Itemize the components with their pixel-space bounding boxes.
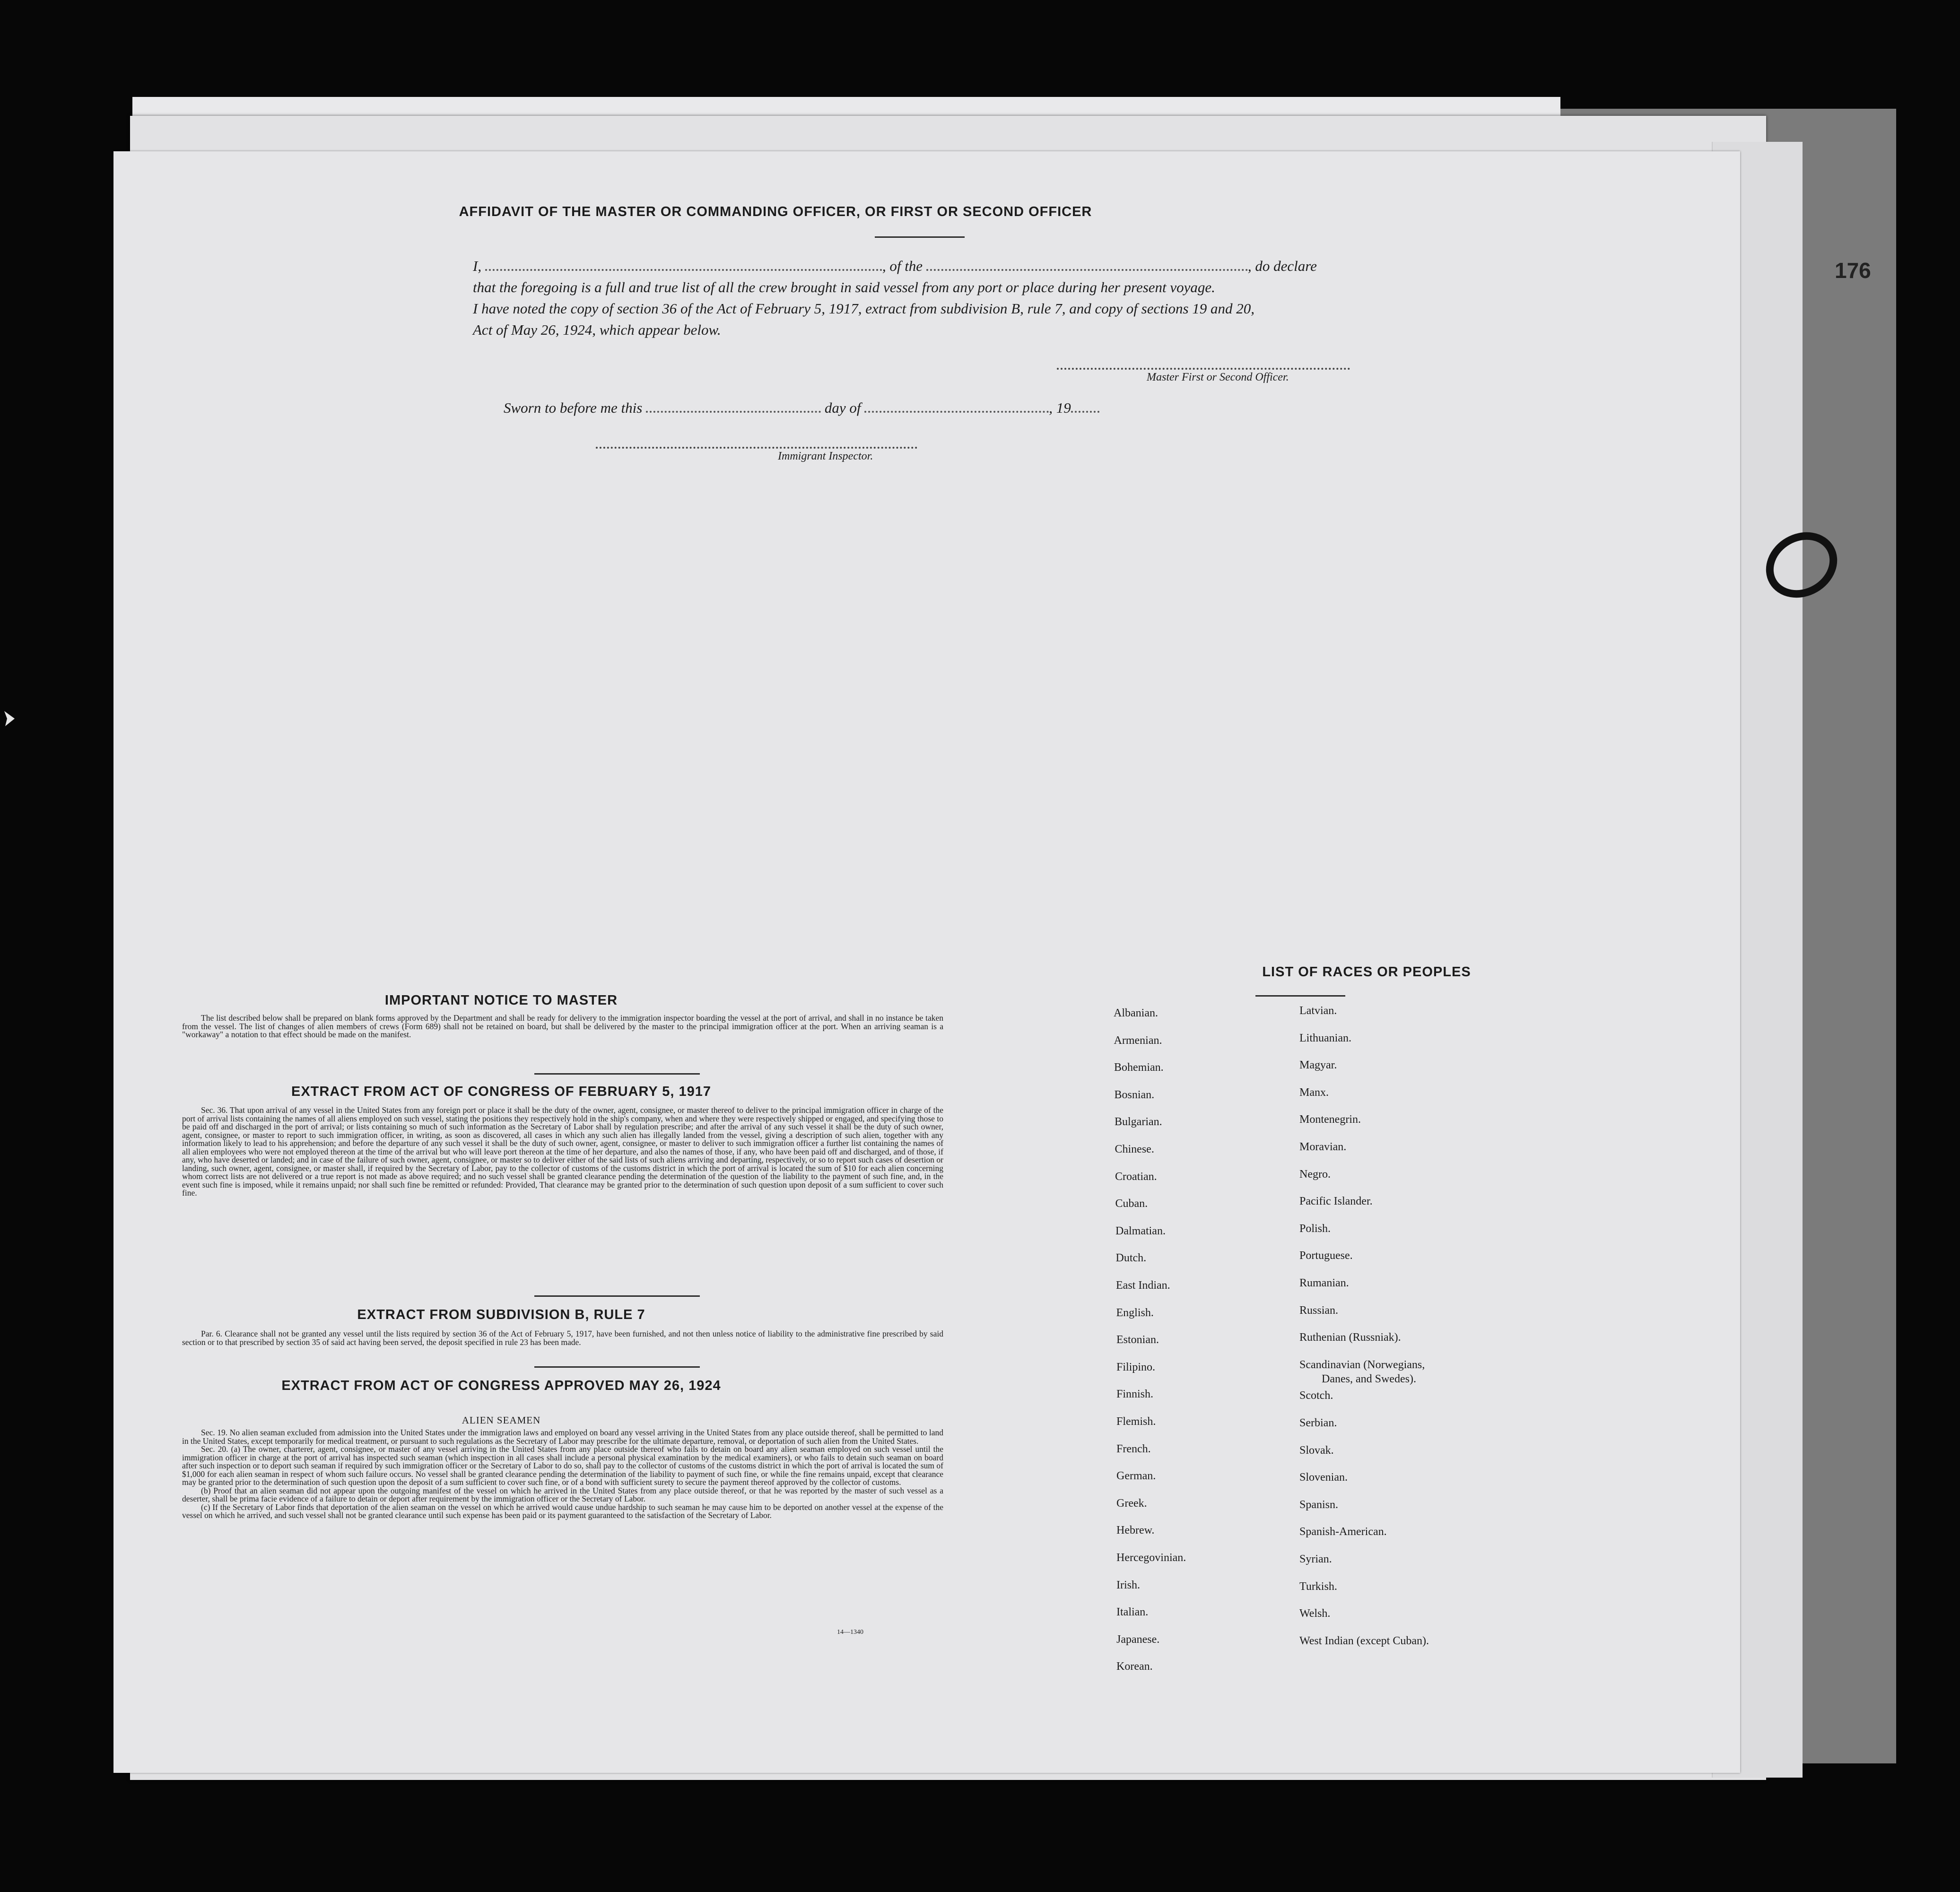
form-number: 14—1340 <box>837 1629 863 1636</box>
race-item: Portuguese. <box>1299 1250 1353 1262</box>
race-item: Pacific Islander. <box>1299 1195 1373 1208</box>
edge-marker-icon <box>2 709 17 728</box>
race-item: French. <box>1116 1442 1151 1455</box>
affidavit-body <box>473 255 1494 340</box>
race-item: Dutch. <box>1115 1252 1147 1265</box>
race-item: Turkish. <box>1299 1580 1337 1593</box>
race-item: Scandinavian (Norwegians, <box>1299 1358 1425 1371</box>
race-item: Slovenian. <box>1299 1471 1348 1484</box>
race-item: Spanish-American. <box>1299 1526 1387 1538</box>
race-item: Welsh. <box>1299 1607 1331 1620</box>
vessel-name-field[interactable] <box>926 269 1248 271</box>
handwritten-zero-mark <box>1759 525 1844 605</box>
sec-19-paragraph: Sec. 19. No alien seaman excluded from admission into the United States under the immigration laws and employed on board any vessel arriving in the United States from any place outside thereof, shall be permitted to land in the United States, except temporarily for medical treatment, or pursuant to such regulations as the Secretary of Labor may prescribe for the ultimate departure, removal, or deportation of such alien from the United States. <box>182 1428 943 1446</box>
title-divider <box>875 236 965 238</box>
extract-1917-text <box>182 1106 943 1198</box>
race-item: Danes, and Swedes). <box>1322 1372 1416 1385</box>
affidavit-title: AFFIDAVIT OF THE MASTER OR COMMANDING OFFICER, OR FIRST OR SECOND OFFICER <box>459 204 1092 219</box>
race-item: Polish. <box>1299 1222 1331 1235</box>
race-item: Rumanian. <box>1299 1277 1349 1289</box>
sworn-year-field[interactable] <box>1071 411 1099 413</box>
race-item: Bulgarian. <box>1115 1116 1162 1128</box>
race-item: Albanian. <box>1114 1007 1158 1019</box>
races-divider <box>1255 995 1345 997</box>
alien-seamen-subtitle: ALIEN SEAMEN <box>462 1415 541 1426</box>
race-item: Negro. <box>1299 1168 1331 1180</box>
race-item: Croatian. <box>1115 1170 1157 1183</box>
sworn-month-prefix: day of <box>824 399 861 416</box>
sworn-prefix: Sworn to before me this <box>504 399 643 416</box>
race-item: Chinese. <box>1115 1143 1154 1155</box>
affidavit-line-4: Act of May 26, 1924, which appear below. <box>473 321 721 338</box>
important-notice-text <box>182 1014 943 1039</box>
affidavit-line-3: I have noted the copy of section 36 of the Act of February 5, 1917, extract from subdivision B, rule 7, and copy of sections 19 and 20, <box>473 300 1255 317</box>
race-item: Bohemian. <box>1114 1061 1164 1074</box>
declarant-prefix: I, <box>473 258 482 274</box>
race-item: Ruthenian (Russniak). <box>1299 1331 1401 1344</box>
sec-20c-paragraph: (c) If the Secretary of Labor finds that deportation of the alien seaman on the vessel on which he arrived would cause undue hardship to such seaman he may cause him to be deported on another vessel at the expense of the vessel on which he arrived, and such vessel shall not be granted clearance until such expense has been paid or its payment guaranteed to the satisfaction of the Secretary of Labor. <box>182 1502 943 1520</box>
race-item: Cuban. <box>1115 1198 1148 1210</box>
race-item: Japanese. <box>1116 1633 1160 1646</box>
section-divider <box>534 1366 700 1368</box>
race-item: Dalmatian. <box>1115 1224 1166 1237</box>
affidavit-line-2: that the foregoing is a full and true list of all the crew brought in said vessel from any port or place during her present voyage. <box>473 279 1215 295</box>
race-item: Spanisn. <box>1299 1498 1339 1511</box>
declaration-line <box>473 255 1494 277</box>
race-item: Magyar. <box>1299 1059 1337 1072</box>
race-item: Scotch. <box>1299 1389 1333 1402</box>
race-item: German. <box>1116 1470 1156 1483</box>
race-item: Greek. <box>1116 1497 1147 1510</box>
races-title: LIST OF RACES OR PEOPLES <box>1262 964 1471 980</box>
race-item: Latvian. <box>1299 1005 1337 1017</box>
inspector-signature-label: Immigrant Inspector. <box>778 450 873 462</box>
race-item: Serbian. <box>1299 1417 1337 1429</box>
race-item: Russian. <box>1299 1304 1339 1317</box>
document-page <box>113 151 1740 1773</box>
race-item: Armenian. <box>1114 1034 1162 1047</box>
sworn-month-field[interactable] <box>864 411 1049 413</box>
sworn-day-field[interactable] <box>646 411 821 413</box>
race-item: Slovak. <box>1299 1444 1334 1457</box>
race-item: West Indian (except Cuban). <box>1299 1634 1429 1647</box>
sworn-line <box>504 399 1099 417</box>
race-item: Hercegovinian. <box>1116 1552 1186 1564</box>
race-item: Estonian. <box>1116 1334 1159 1346</box>
sec-36-paragraph: Sec. 36. That upon arrival of any vessel in the United States from any foreign port or place it shall be the duty of the owner, agent, consignee, or master thereof to deliver to the principal immigration officer in charge of the port of arrival lists containing the names of all aliens employed on such vessel, stating the positions they respectively hold in the ship's company, when and where they were respectively shipped or engaged, and specifying those to be paid off and discharged in the port of arrival; or lists containing so much of such information as the Secretary of Labor shall by regulation prescribe; and after the arrival of any such vessel it shall be the duty of such owner, agent, consignee, or master to report to such immigration officer, in writing, as soon as discovered, all cases in which any such alien has illegally landed from the vessel, giving a description of such alien, together with any information likely to lead to his apprehension; and before the departure of any such vessel it shall be the duty of such owner, agent, consignee, or master to deliver to such immigration officer a further list containing the names of all alien employees who were not employed thereon at the time of the arrival but who will leave port thereon at the time of her departure, and also the names of those, if any, who have been paid off and discharged, and of those, if any, who have deserted or landed; and in case of the failure of such owner, agent, consignee, or master so to deliver either of the said lists of such aliens arriving and departing, respectively, or so to report such cases of desertion or landing, such owner, agent, consignee, or master shall, if required by the Secretary of Labor, pay to the collector of customs of the customs district in which the port of arrival is located the sum of $10 for each alien concerning whom correct lists are not delivered or a true report is not made as above required; and no such vessel shall be granted clearance pending the determination of the question of the liability to the payment of such fine, and, in the event such fine is imposed, while it remains unpaid; nor shall such fine be remitted or refunded: Provided, That clearance may be granted prior to the determination of such question upon deposit of a sum sufficient to cover such fine. <box>182 1105 943 1198</box>
race-item: English. <box>1116 1306 1154 1319</box>
sec-20b-paragraph: (b) Proof that an alien seaman did not appear upon the outgoing manifest of the vessel on which he arrived in the United States from any place outside thereof, or that he was reported by the master of such vessel as a deserter, shall be prima facie evidence of a failure to detain or deport after requirement by the immigration officer or the Secretary of Labor. <box>182 1485 943 1503</box>
extract-rule7-text <box>182 1330 943 1346</box>
master-signature-field[interactable] <box>1057 368 1350 370</box>
race-item: Bosnian. <box>1114 1088 1155 1101</box>
race-item: Italian. <box>1116 1606 1149 1619</box>
race-item: Lithuanian. <box>1299 1032 1351 1044</box>
race-item: Montenegrin. <box>1299 1113 1361 1126</box>
race-item: Finnish. <box>1116 1388 1154 1401</box>
declarant-name-field[interactable] <box>485 269 882 271</box>
important-notice-title: IMPORTANT NOTICE TO MASTER <box>384 993 618 1008</box>
extract-1924-title: EXTRACT FROM ACT OF CONGRESS APPROVED MAY 26, 1924 <box>281 1378 721 1393</box>
extract-1924-text <box>182 1429 943 1520</box>
race-item: Hebrew. <box>1116 1524 1155 1537</box>
sworn-year-prefix: , 19 <box>1049 399 1071 416</box>
master-signature-label: Master First or Second Officer. <box>1147 371 1289 383</box>
vessel-prefix: , of the <box>882 258 923 274</box>
race-item: Korean. <box>1116 1660 1153 1673</box>
extract-1917-title: EXTRACT FROM ACT OF CONGRESS OF FEBRUARY 5, 1917 <box>291 1084 712 1099</box>
extract-rule7-title: EXTRACT FROM SUBDIVISION B, RULE 7 <box>357 1307 645 1322</box>
race-item: Irish. <box>1116 1579 1140 1591</box>
sec-20a-paragraph: Sec. 20. (a) The owner, charterer, agent, consignee, or master of any vessel arriving in the United States from any place outside thereof who fails to detain on board any alien seaman employed on such vessel until the immigration officer in charge at the port of arrival has inspected such seaman (which inspection in all cases shall include a personal physical examination by the medical examiners), or who fails to detain such seaman on board after such inspection or to deport such seaman if required by such immigration officer or the Secretary of Labor to do so, shall pay to the collector of customs of the customs district in which the port of arrival is located the sum of $1,000 for each alien seaman in respect of whom such failure occurs. No vessel shall be granted clearance pending the determination of the liability to payment of such fine, or while the fine remains unpaid, except that clearance may be granted prior to the determination of such question upon the deposit of a sum sufficient to cover such fine, or of a bond with sufficient surety to secure the payment thereof approved by the collector of customs. <box>182 1444 943 1487</box>
page-number: 176 <box>1835 258 1871 283</box>
section-divider <box>534 1295 700 1297</box>
declare-suffix: , do declare <box>1247 258 1317 274</box>
race-item: East Indian. <box>1116 1279 1170 1292</box>
section-divider <box>534 1073 700 1075</box>
inspector-signature-field[interactable] <box>596 447 917 449</box>
race-item: Manx. <box>1299 1086 1329 1099</box>
par-6-paragraph: Par. 6. Clearance shall not be granted any vessel until the lists required by section 36 of the Act of February 5, 1917, have been furnished, and not then unless notice of liability to the administrative fine prescribed by said section or to that prescribed by section 35 of said act having been served, the deposit specified in rule 23 has been made. <box>182 1329 943 1347</box>
race-item: Syrian. <box>1299 1553 1332 1565</box>
race-item: Moravian. <box>1299 1141 1347 1153</box>
important-notice-paragraph: The list described below shall be prepared on blank forms approved by the Department and shall be ready for delivery to the immigration inspector boarding the vessel at the port of arrival, and shall in no instance be taken from the vessel. The list of changes of alien members of crews (Form 689) shall not be retained on board, but shall be delivered by the master to the principal immigration officer at the port. When an arriving seaman is a "workaway" a notation to that effect should be made on the manifest. <box>182 1013 943 1039</box>
race-item: Filipino. <box>1116 1361 1156 1373</box>
race-item: Flemish. <box>1116 1415 1156 1428</box>
